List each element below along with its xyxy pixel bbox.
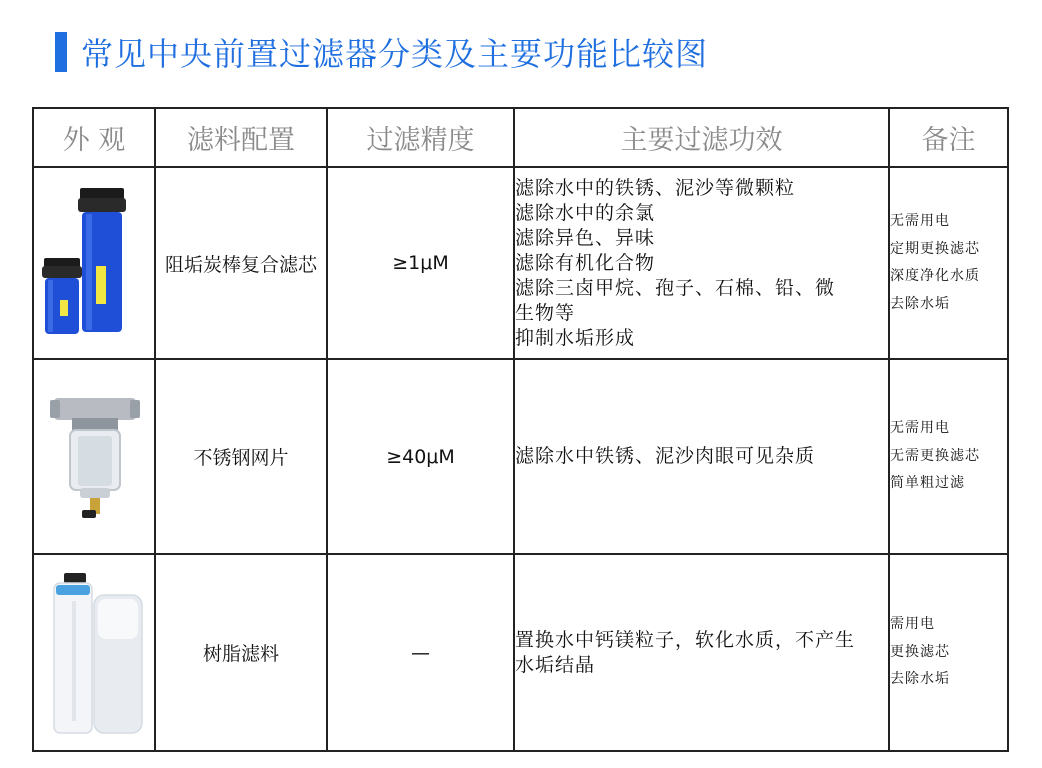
comparison-table (32, 107, 1009, 752)
table-row (33, 359, 1008, 554)
effect-line: 滤除三卤甲烷、孢子、石棉、铅、微生物等 (515, 276, 836, 324)
note-line: 定期更换滤芯 (890, 240, 980, 257)
title-block (55, 30, 708, 74)
note-line: 去除水垢 (890, 671, 950, 688)
title-accent-bar (55, 32, 67, 72)
blue-cartridge-filters-image (34, 168, 154, 358)
note-line: 需用电 (890, 616, 935, 633)
effects-cell (514, 359, 889, 554)
header-notes: 备注 (889, 108, 1008, 167)
effect-line: 滤除水中的余氯 (515, 201, 656, 224)
accuracy-cell: ≥40μM (327, 359, 514, 554)
notes-cell (889, 359, 1008, 554)
effects-cell (514, 554, 889, 751)
note-line: 更换滤芯 (890, 643, 950, 660)
header-main-effects: 主要过滤功效 (514, 108, 889, 167)
filter-config-cell: 树脂滤料 (155, 554, 327, 751)
appearance-cell (33, 554, 155, 751)
filter-config-cell: 阻垢炭棒复合滤芯 (155, 167, 327, 359)
note-line: 去除水垢 (890, 295, 950, 312)
appearance-cell (33, 167, 155, 359)
header-accuracy: 过滤精度 (327, 108, 514, 167)
effect-line: 置换水中钙镁粒子，软化水质，不产生水垢结晶 (515, 628, 856, 676)
effect-line: 滤除水中铁锈、泥沙肉眼可见杂质 (515, 445, 816, 467)
note-line: 深度净化水质 (890, 268, 980, 284)
accuracy-cell: — (327, 554, 514, 751)
filter-config-cell: 不锈钢网片 (155, 359, 327, 554)
table-row (33, 554, 1008, 751)
appearance-cell (33, 359, 155, 554)
effect-line: 滤除异色、异味 (515, 226, 656, 249)
stainless-mesh-filter-image (34, 360, 154, 553)
note-line: 简单粗过滤 (890, 475, 965, 492)
effect-line: 抑制水垢形成 (515, 326, 636, 349)
note-line: 无需用电 (890, 213, 950, 229)
resin-softener-image (34, 555, 154, 750)
page-title: 常见中央前置过滤器分类及主要功能比较图 (81, 35, 709, 73)
header-filter-config: 滤料配置 (155, 108, 327, 167)
table-row (33, 167, 1008, 359)
notes-cell (889, 167, 1008, 359)
notes-cell (889, 554, 1008, 751)
effect-line: 滤除有机化合物 (515, 251, 656, 274)
table-header-row (33, 108, 1008, 167)
effects-cell (514, 167, 889, 359)
note-line: 无需更换滤芯 (890, 447, 980, 464)
note-line: 无需用电 (890, 420, 950, 437)
header-appearance: 外 观 (33, 108, 155, 167)
effect-line: 滤除水中的铁锈、泥沙等微颗粒 (515, 176, 796, 199)
accuracy-cell: ≥1μM (327, 167, 514, 359)
